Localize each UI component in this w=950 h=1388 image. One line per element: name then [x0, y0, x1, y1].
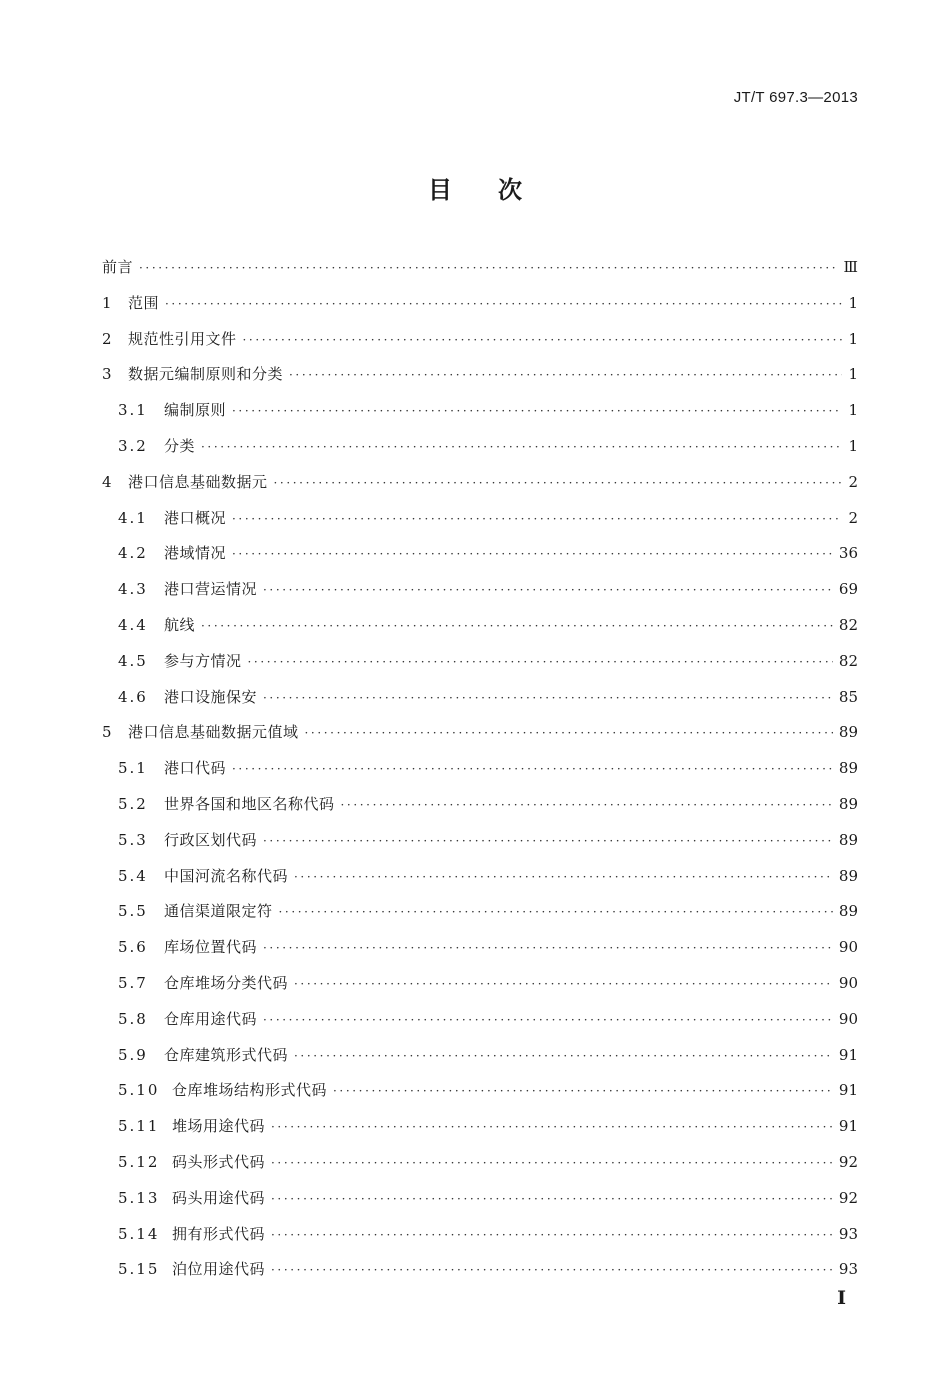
toc-entry[interactable] [102, 823, 858, 859]
toc-dot-leader [294, 1039, 833, 1075]
toc-entry-label: 港口信息基础数据元 [128, 472, 268, 491]
toc-entry-number: 5.13 [118, 1188, 160, 1207]
toc-entry-page: Ⅲ [843, 258, 858, 276]
toc-entry[interactable] [102, 966, 858, 1002]
toc-entry-page: 82 [838, 651, 858, 670]
toc-entry-label: 仓库用途代码 [164, 1009, 258, 1028]
toc-entry-number: 4.1 [118, 508, 148, 527]
toc-entry-number: 4.5 [118, 651, 148, 670]
toc-dot-leader [294, 860, 833, 896]
toc-entry[interactable] [102, 608, 858, 644]
toc-dot-leader [271, 1182, 833, 1218]
page-number: I [837, 1287, 846, 1309]
toc-entry-page: 89 [838, 866, 858, 885]
toc-entry-number: 5.3 [118, 830, 148, 849]
toc-entry-label: 港口营运情况 [164, 580, 258, 599]
toc-dot-leader [139, 251, 838, 287]
toc-entry-label: 港口概况 [164, 508, 227, 527]
toc-entry-label: 中国河流名称代码 [164, 866, 289, 885]
toc-entry-page: 82 [838, 615, 858, 634]
toc-entry-label: 码头形式代码 [172, 1152, 266, 1171]
toc-dot-leader [263, 1003, 833, 1039]
toc-entry[interactable] [102, 644, 858, 680]
toc-entry-label: 数据元编制原则和分类 [128, 365, 284, 384]
toc-entry-number: 4.4 [118, 615, 148, 634]
toc-entry-number: 4.3 [118, 580, 148, 599]
toc-entry-label: 范围 [128, 293, 160, 312]
toc-entry-page: 2 [848, 508, 858, 527]
toc-dot-leader [165, 287, 842, 323]
toc-entry-label: 堆场用途代码 [172, 1117, 266, 1136]
toc-dot-leader [232, 502, 842, 538]
toc-entry-page: 91 [838, 1045, 858, 1064]
toc-entry-number: 5.10 [118, 1081, 160, 1100]
toc-entry[interactable] [102, 930, 858, 966]
toc-entry[interactable] [102, 250, 858, 286]
toc-dot-leader [248, 645, 833, 681]
toc-entry-page: 1 [848, 329, 858, 348]
toc-entry-label: 港域情况 [164, 544, 227, 563]
toc-entry-number: 3.2 [118, 436, 148, 455]
toc-entry-number: 3.1 [118, 401, 148, 420]
toc-entry-number: 5.14 [118, 1224, 160, 1243]
toc-entry-number: 5.7 [118, 973, 148, 992]
toc-entry-label: 规范性引用文件 [128, 329, 237, 348]
toc-entry-page: 89 [838, 794, 858, 813]
toc-entry-page: 90 [838, 938, 858, 957]
toc-entry-number: 5.6 [118, 938, 148, 957]
toc-entry[interactable] [102, 894, 858, 930]
toc-entry-page: 1 [848, 293, 858, 312]
toc-dot-leader [201, 430, 842, 466]
toc-entry-page: 2 [848, 472, 858, 491]
toc-entry[interactable] [102, 1038, 858, 1074]
toc-entry[interactable] [102, 536, 858, 572]
toc-entry-number: 5.8 [118, 1009, 148, 1028]
toc-dot-leader [271, 1146, 833, 1182]
toc-entry-label: 库场位置代码 [164, 938, 258, 957]
toc-entry-page: 93 [838, 1260, 858, 1279]
toc-entry-label: 拥有形式代码 [172, 1224, 266, 1243]
toc-entry-page: 36 [838, 544, 858, 563]
toc-entry-label: 行政区划代码 [164, 830, 258, 849]
toc-entry-label: 前言 [102, 258, 134, 276]
toc-entry[interactable] [102, 787, 858, 823]
toc-entry[interactable] [102, 859, 858, 895]
toc-entry-page: 90 [838, 1009, 858, 1028]
toc-dot-leader [232, 394, 842, 430]
toc-entry-number: 5 [102, 723, 114, 742]
toc-entry-page: 92 [838, 1188, 858, 1207]
toc-entry-page: 89 [838, 902, 858, 921]
toc-entry-number: 5.9 [118, 1045, 148, 1064]
toc-entry[interactable] [102, 501, 858, 537]
toc-entry[interactable] [102, 286, 858, 322]
toc-dot-leader [294, 967, 833, 1003]
toc-entry-label: 仓库堆场结构形式代码 [172, 1081, 328, 1100]
toc-entry-number: 4 [102, 472, 114, 491]
toc-entry[interactable] [102, 1109, 858, 1145]
toc-entry-page: 69 [838, 580, 858, 599]
toc-dot-leader [305, 716, 833, 752]
toc-entry[interactable] [102, 680, 858, 716]
toc-dot-leader [232, 537, 833, 573]
toc-entry-label: 仓库堆场分类代码 [164, 973, 289, 992]
toc-entry-page: 85 [838, 687, 858, 706]
toc-entry[interactable] [102, 1145, 858, 1181]
toc-entry-page: 89 [838, 723, 858, 742]
toc-entry-label: 码头用途代码 [172, 1188, 266, 1207]
toc-entry-number: 3 [102, 365, 114, 384]
toc-dot-leader [263, 824, 833, 860]
toc-entry-number: 1 [102, 293, 114, 312]
toc-dot-leader [263, 931, 833, 967]
toc-entry[interactable] [102, 572, 858, 608]
toc-entry-label: 泊位用途代码 [172, 1260, 266, 1279]
toc-entry-label: 仓库建筑形式代码 [164, 1045, 289, 1064]
toc-dot-leader [232, 752, 833, 788]
toc-dot-leader [279, 895, 833, 931]
toc-entry[interactable] [102, 715, 858, 751]
toc-entry[interactable] [102, 322, 858, 358]
toc-entry-label: 编制原则 [164, 401, 227, 420]
toc-entry[interactable] [102, 1181, 858, 1217]
toc-dot-leader [341, 788, 833, 824]
toc-entry-number: 4.2 [118, 544, 148, 563]
toc-entry[interactable] [102, 1002, 858, 1038]
toc-entry[interactable] [102, 393, 858, 429]
toc-dot-leader [271, 1110, 833, 1146]
toc-entry[interactable] [102, 1073, 858, 1109]
toc-entry-number: 5.11 [118, 1117, 160, 1136]
toc-dot-leader [333, 1074, 833, 1110]
toc-entry-label: 分类 [164, 436, 196, 455]
toc-dot-leader [243, 323, 842, 359]
toc-entry[interactable] [102, 1217, 858, 1253]
toc-entry-number: 5.1 [118, 759, 148, 778]
toc-dot-leader [274, 466, 842, 502]
toc-entry-page: 1 [848, 436, 858, 455]
table-of-contents [102, 250, 858, 1288]
toc-entry-page: 89 [838, 830, 858, 849]
toc-entry-label: 港口代码 [164, 759, 227, 778]
toc-entry[interactable] [102, 357, 858, 393]
toc-entry-number: 5.4 [118, 866, 148, 885]
toc-entry-page: 92 [838, 1152, 858, 1171]
toc-entry-page: 89 [838, 759, 858, 778]
toc-entry[interactable] [102, 429, 858, 465]
toc-entry-page: 91 [838, 1117, 858, 1136]
toc-dot-leader [289, 358, 842, 394]
toc-entry-label: 通信渠道限定符 [164, 902, 273, 921]
toc-entry-page: 93 [838, 1224, 858, 1243]
toc-entry-label: 港口设施保安 [164, 687, 258, 706]
toc-dot-leader [263, 681, 833, 717]
toc-entry-label: 航线 [164, 615, 196, 634]
toc-dot-leader [271, 1253, 833, 1289]
toc-entry-number: 5.15 [118, 1260, 160, 1279]
page-title: 目次 [428, 176, 568, 204]
toc-dot-leader [201, 609, 833, 645]
toc-entry-page: 90 [838, 973, 858, 992]
toc-entry-number: 5.12 [118, 1152, 160, 1171]
toc-entry-number: 4.6 [118, 687, 148, 706]
toc-entry-number: 5.2 [118, 794, 148, 813]
toc-entry-label: 港口信息基础数据元值域 [128, 723, 299, 742]
toc-entry-number: 5.5 [118, 902, 148, 921]
toc-entry[interactable] [102, 1252, 858, 1288]
toc-entry-label: 参与方情况 [164, 651, 242, 670]
toc-dot-leader [263, 573, 833, 609]
toc-entry-label: 世界各国和地区名称代码 [164, 794, 335, 813]
toc-entry-page: 1 [848, 401, 858, 420]
toc-dot-leader [271, 1218, 833, 1254]
toc-entry[interactable] [102, 751, 858, 787]
toc-entry-number: 2 [102, 329, 114, 348]
document-code: JT/T 697.3—2013 [733, 89, 858, 106]
toc-entry-page: 91 [838, 1081, 858, 1100]
toc-entry-page: 1 [848, 365, 858, 384]
toc-entry[interactable] [102, 465, 858, 501]
